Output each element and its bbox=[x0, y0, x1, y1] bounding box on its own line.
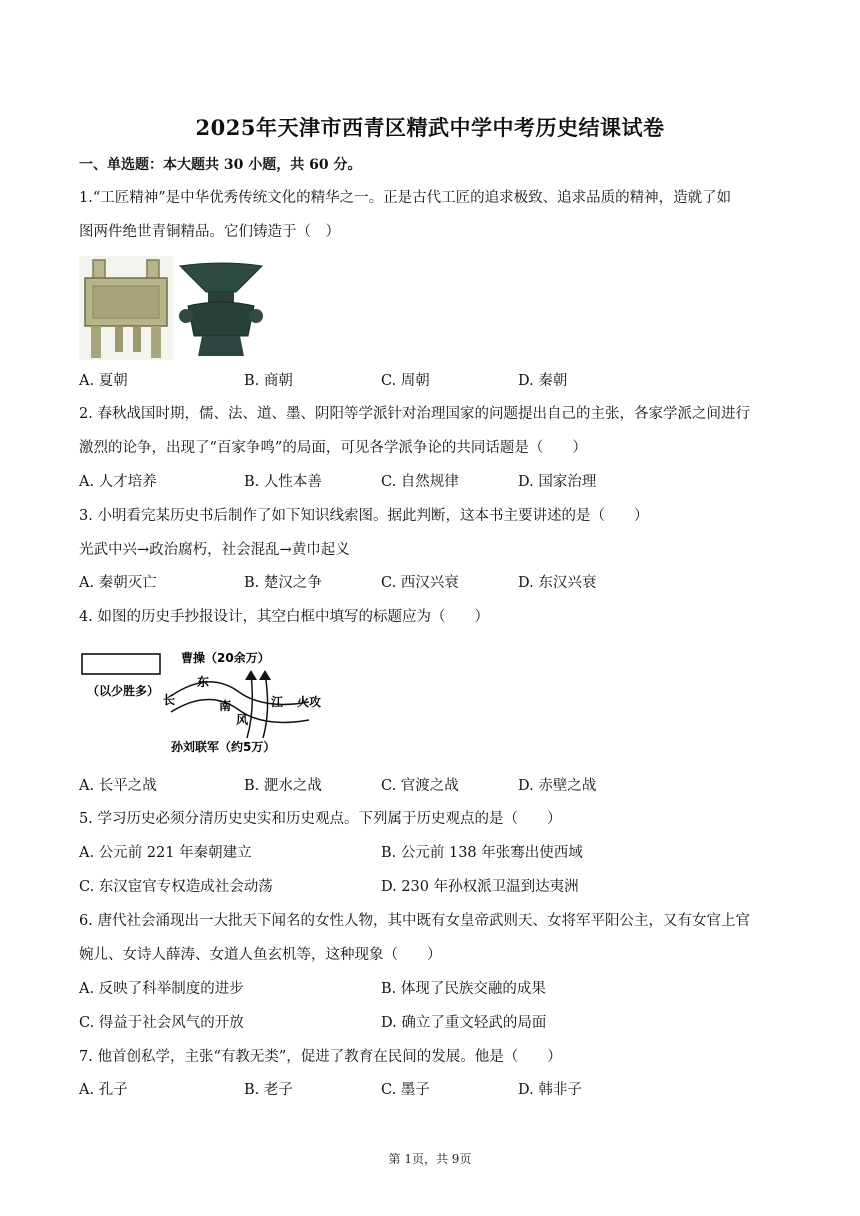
q5-option-d[interactable]: D. 230 年孙权派卫温到达夷洲 bbox=[381, 879, 579, 895]
river-char-jiang: 江 bbox=[271, 695, 284, 709]
q1-option-d[interactable]: D. 秦朝 bbox=[518, 373, 568, 389]
arrow-head-right bbox=[259, 670, 271, 680]
q2-option-b[interactable]: B. 人性本善 bbox=[244, 474, 322, 490]
q4-option-b[interactable]: B. 淝水之战 bbox=[244, 778, 322, 794]
q6-option-a[interactable]: A. 反映了科举制度的进步 bbox=[79, 981, 244, 997]
q5-option-c[interactable]: C. 东汉宦官专权造成社会动荡 bbox=[79, 879, 273, 895]
attack-arrow-left bbox=[247, 674, 252, 738]
q7-option-a[interactable]: A. 孔子 bbox=[79, 1082, 128, 1098]
q3-stem-line1: 3. 小明看完某历史书后制作了如下知识线索图。据此判断，这本书主要讲述的是（ ） bbox=[79, 508, 649, 524]
q6-stem-line2: 婉儿、女诗人薛涛、女道人鱼玄机等，这种现象（ ） bbox=[79, 947, 442, 963]
q7-option-d[interactable]: D. 韩非子 bbox=[518, 1082, 582, 1098]
q1-stem-line2: 图两件绝世青铜精品。它们铸造于（ ） bbox=[79, 224, 340, 240]
battle-diagram bbox=[79, 640, 335, 760]
blank-title-box bbox=[82, 654, 160, 674]
q4-stem-line1: 4. 如图的历史手抄报设计，其空白框中填写的标题应为（ ） bbox=[79, 609, 489, 625]
section-heading: 一、单选题：本大题共 30 小题，共 60 分。 bbox=[79, 157, 362, 173]
q5-stem-line1: 5. 学习历史必须分清历史史实和历史观点。下列属于历史观点的是（ ） bbox=[79, 811, 562, 827]
q2-stem-line2: 激烈的论争，出现了“百家争鸣”的局面，可见各学派争论的共同话题是（ ） bbox=[79, 440, 587, 456]
q4-option-a[interactable]: A. 长平之战 bbox=[79, 778, 157, 794]
river-char-nan: 南 bbox=[219, 699, 232, 713]
bronze-ding-image bbox=[79, 256, 173, 360]
q3-option-b[interactable]: B. 楚汉之争 bbox=[244, 575, 322, 591]
q6-option-d[interactable]: D. 确立了重文轻武的局面 bbox=[381, 1015, 547, 1031]
q3-option-a[interactable]: A. 秦朝灭亡 bbox=[79, 575, 157, 591]
q3-option-d[interactable]: D. 东汉兴衰 bbox=[518, 575, 597, 591]
left-label: （以少胜多） bbox=[87, 684, 160, 698]
q6-option-c[interactable]: C. 得益于社会风气的开放 bbox=[79, 1015, 244, 1031]
q7-stem-line1: 7. 他首创私学，主张“有教无类”，促进了教育在民间的发展。他是（ ） bbox=[79, 1049, 562, 1065]
river-char-dong: 东 bbox=[197, 675, 210, 689]
q5-option-a[interactable]: A. 公元前 221 年秦朝建立 bbox=[79, 845, 252, 861]
bottom-label: 孙刘联军（约5万） bbox=[171, 740, 276, 754]
top-label: 曹操（20余万） bbox=[181, 651, 270, 665]
q2-option-a[interactable]: A. 人才培养 bbox=[79, 474, 157, 490]
q6-stem-line1: 6. 唐代社会涌现出一大批天下闻名的女性人物，其中既有女皇帝武则天、女将军平阳公主，又有女官上官 bbox=[79, 913, 750, 929]
q1-option-b[interactable]: B. 商朝 bbox=[244, 373, 293, 389]
q3-option-c[interactable]: C. 西汉兴衰 bbox=[381, 575, 459, 591]
q7-option-b[interactable]: B. 老子 bbox=[244, 1082, 293, 1098]
q4-option-d[interactable]: D. 赤壁之战 bbox=[518, 778, 597, 794]
attack-arrow-right bbox=[263, 674, 268, 738]
page-title: 2025年天津市西青区精武中学中考历史结课试卷 bbox=[195, 115, 665, 140]
q6-option-b[interactable]: B. 体现了民族交融的成果 bbox=[381, 981, 546, 997]
q1-stem-line1: 1.“工匠精神”是中华优秀传统文化的精华之一。正是古代工匠的追求极致、追求品质的精神，造就了如 bbox=[79, 190, 732, 206]
river-char-chang: 长 bbox=[163, 693, 176, 707]
q3-clue-line: 光武中兴→政治腐朽，社会混乱→黄巾起义 bbox=[79, 542, 350, 558]
fire-attack-label: 火攻 bbox=[297, 695, 322, 709]
arrow-head-left bbox=[245, 670, 257, 680]
q1-option-c[interactable]: C. 周朝 bbox=[381, 373, 430, 389]
q7-option-c[interactable]: C. 墨子 bbox=[381, 1082, 430, 1098]
bronze-zun-image bbox=[174, 262, 268, 358]
q4-option-c[interactable]: C. 官渡之战 bbox=[381, 778, 459, 794]
q1-option-a[interactable]: A. 夏朝 bbox=[79, 373, 128, 389]
q2-option-c[interactable]: C. 自然规律 bbox=[381, 474, 459, 490]
page-footer: 第 1页，共 9页 bbox=[388, 1152, 472, 1166]
q2-option-d[interactable]: D. 国家治理 bbox=[518, 474, 597, 490]
q2-stem-line1: 2. 春秋战国时期，儒、法、道、墨、阴阳等学派针对治理国家的问题提出自己的主张，各家学派之间进行 bbox=[79, 406, 750, 422]
river-curve-upper bbox=[171, 682, 309, 705]
river-char-feng: 风 bbox=[236, 713, 249, 727]
q5-option-b[interactable]: B. 公元前 138 年张骞出使西域 bbox=[381, 845, 583, 861]
